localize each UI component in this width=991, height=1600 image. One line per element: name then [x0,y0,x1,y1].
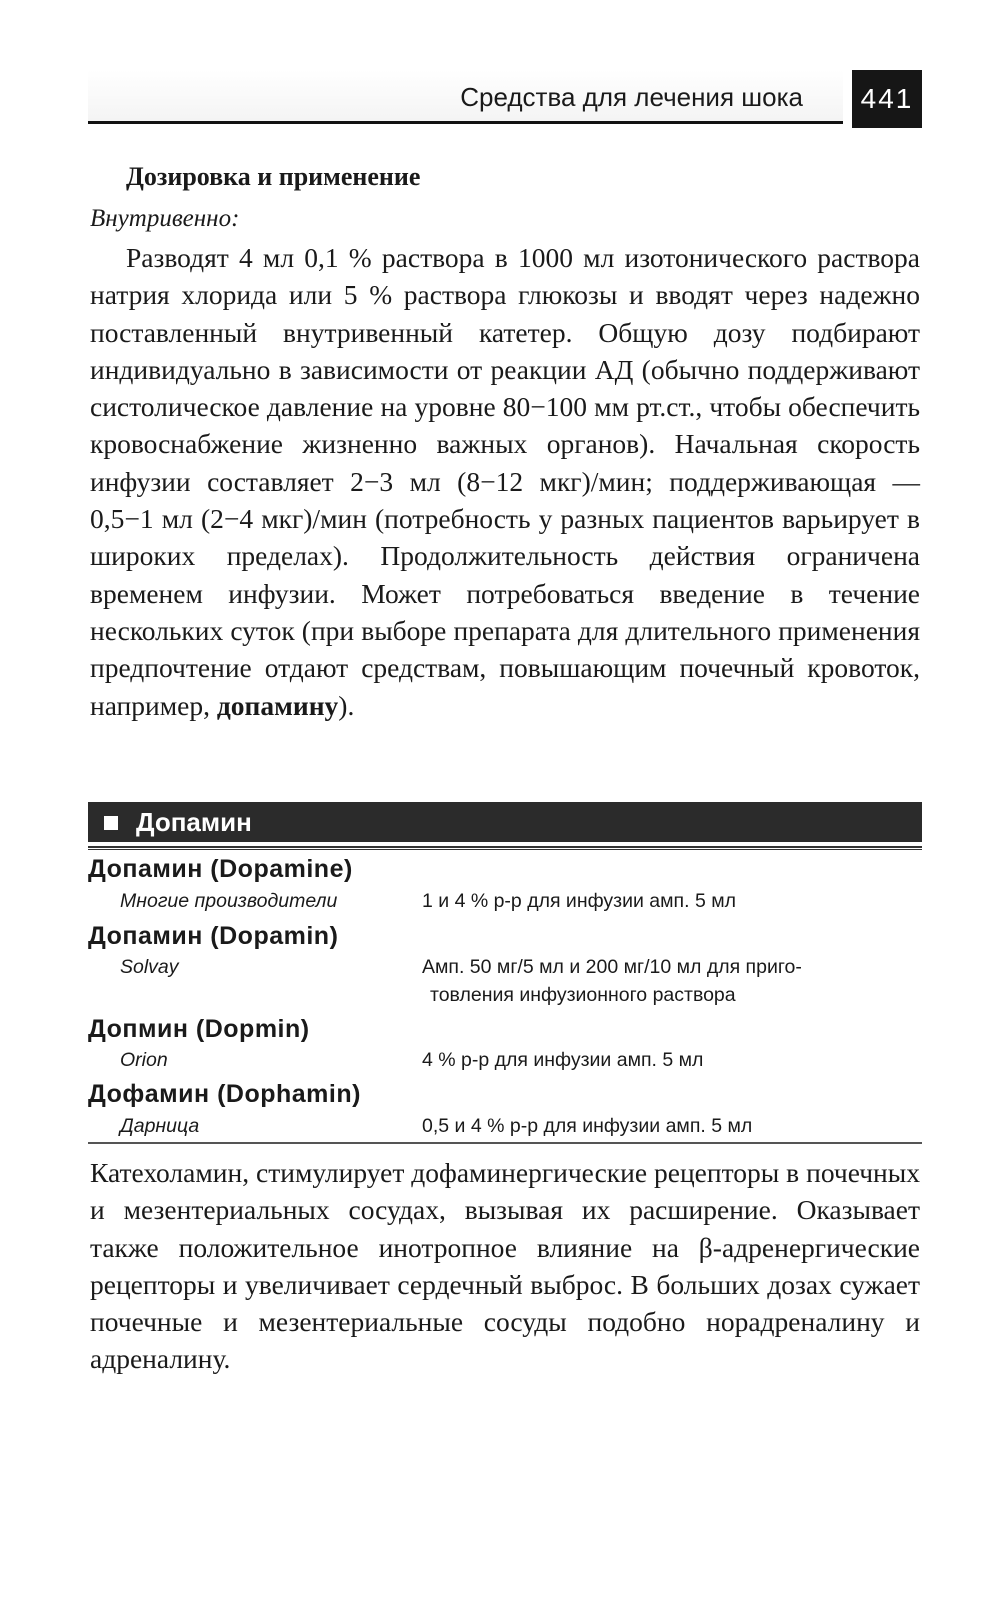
dosage-text-end: ). [338,689,355,721]
table-top-rule [88,846,922,850]
product-form: Амп. 50 мг/5 мл и 200 мг/10 мл для приго- товления инфузионного раствора [422,953,902,1009]
dosage-heading: Дозировка и применение [126,162,421,191]
product-name: Допамин (Dopamine) [88,855,353,883]
product-name: Допмин (Dopmin) [88,1015,310,1043]
route-label: Внутривенно: [90,205,240,232]
description-paragraph [90,1154,920,1378]
drug-section-title: Допамин [136,807,252,837]
dopamine-term: допамину [216,689,339,721]
description-text: Катехоламин, стимулирует дофаминергические рецепторы в почечных и мезентериальных сосудах, вызывая их расширение. Оказывает также положительное инотропное влияние на β-адренергические рецепторы и увеличивает сердечный выброс. В больших дозах сужает почечные и мезентериальные сосуды подобно норадреналину и адреналину. [90,1157,920,1375]
running-title: Средства для лечения шока [88,70,843,124]
product-form: 1 и 4 % р-р для инфузии амп. 5 мл [422,890,736,912]
dosage-paragraph [90,239,920,724]
product-form: 4 % р-р для инфузии амп. 5 мл [422,1049,704,1071]
product-maker: Дарница [120,1115,200,1137]
product-maker: Orion [120,1049,168,1071]
square-bullet-icon [104,816,118,830]
product-form-continuation: товления инфузионного раствора [430,984,736,1006]
page-number: 441 [852,70,922,128]
product-name: Дофамин (Dophamin) [88,1080,361,1108]
dosage-text: Разводят 4 мл 0,1 % раствора в 1000 мл изотонического раствора натрия хлорида или 5 % раствора глюкозы и вводят через надежно поставленный внутривенный катетер. Общую дозу подбирают индивидуально в зависимости от реакции АД (обычно поддерживают систолическое давление на уровне 80−100 мм рт.ст., чтобы обеспечить кровоснабжение жизненно важных органов). Начальная скорость инфузии составляет 2−3 мл (8−12 мкг)/мин; поддерживающая — 0,5−1 мл (2−4 мкг)/мин (потребность у разных пациентов варьирует в широких пределах). Продолжительность действия ограничена временем инфузии. Может потребоваться введение в течение нескольких суток (при выборе препарата для длительного применения предпочтение отдают средствам, повышающим почечный кровоток, например, [90,242,920,721]
product-maker: Многие производители [120,890,338,912]
table-bottom-rule [88,1142,922,1144]
product-form: 0,5 и 4 % р-р для инфузии амп. 5 мл [422,1115,753,1137]
product-name: Допамин (Dopamin) [88,922,339,950]
drug-section-bar [88,802,922,842]
product-maker: Solvay [120,956,179,978]
page-header [88,70,922,128]
